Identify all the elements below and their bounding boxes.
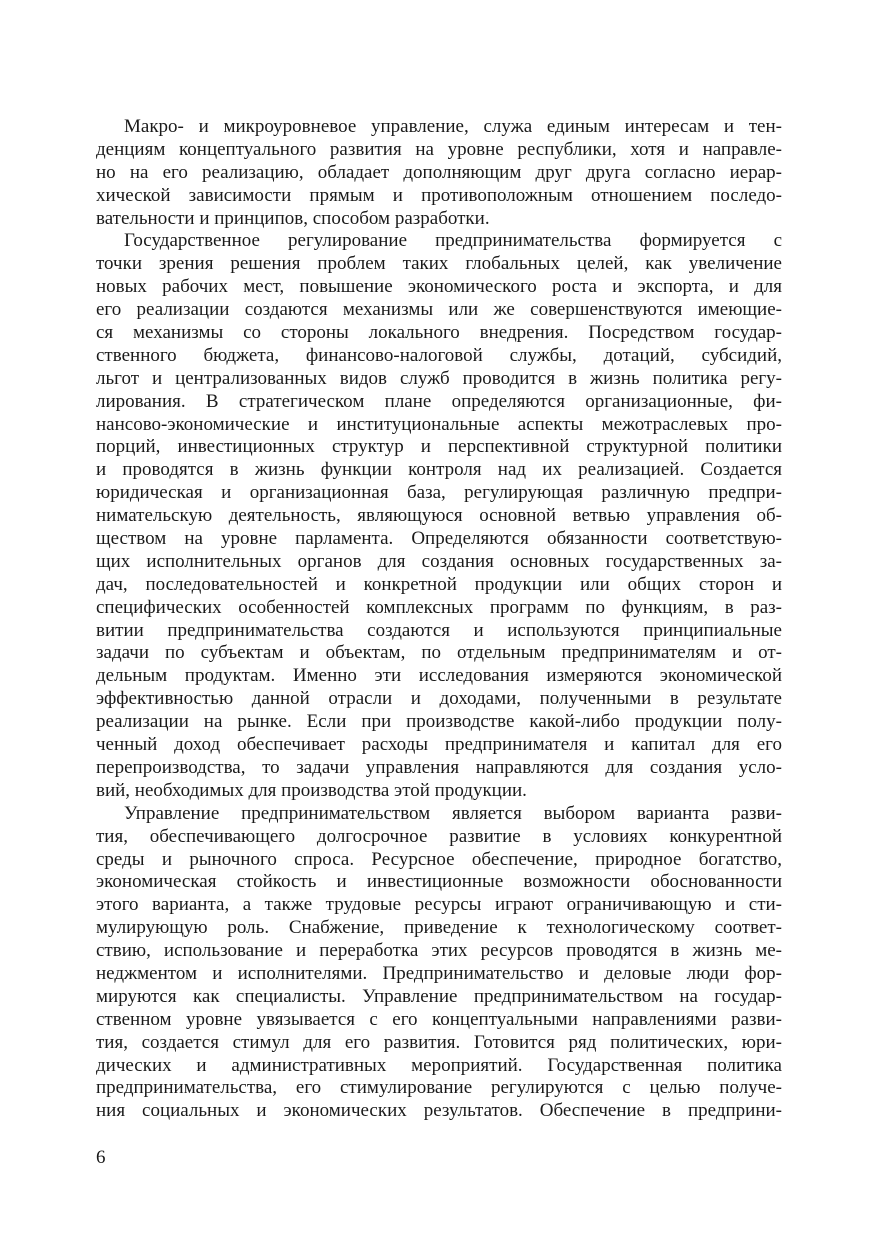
text-line: ществом на уровне парламента. Определяются обязанности соответствую- (96, 528, 782, 550)
text-line: мируются как специалисты. Управление предпринимательством на государ- (96, 985, 782, 1007)
text-line: юридическая и организационная база, регулирующая различную предпри- (96, 482, 782, 504)
text-line: льгот и централизованных видов служб проводится в жизнь политика регу- (96, 367, 782, 389)
text-line: тия, создается стимул для его развития. Готовится ряд политических, юри- (96, 1031, 782, 1053)
text-line: но на его реализацию, обладает дополняющим друг друга согласно иерар- (96, 161, 782, 183)
paragraph (96, 803, 782, 1123)
text-line: вий, необходимых для производства этой продукции. (96, 779, 527, 801)
text-line: тия, обеспечивающего долгосрочное развитие в условиях конкурентной (96, 825, 782, 847)
text-line: нимательскую деятельность, являющуюся основной ветвью управления об- (96, 505, 782, 527)
text-line: мулирующую роль. Снабжение, приведение к технологическому соответ- (96, 917, 782, 939)
text-line: дельным продуктам. Именно эти исследования измеряются экономической (96, 665, 782, 687)
text-line: ствию, использование и переработка этих ресурсов проводятся в жизнь ме- (96, 940, 782, 962)
text-line: экономическая стойкость и инвестиционные возможности обоснованности (96, 871, 782, 893)
text-line: вательности и принципов, способом разработки. (96, 207, 490, 229)
text-line: щих исполнительных органов для создания основных государственных за- (96, 550, 782, 572)
text-line: хической зависимости прямым и противоположным отношением последо- (96, 184, 782, 206)
text-line: ся механизмы со стороны локального внедрения. Посредством государ- (96, 322, 782, 344)
text-line: витии предпринимательства создаются и используются принципиальные (96, 619, 782, 641)
text-line: и проводятся в жизнь функции контроля над их реализацией. Создается (96, 459, 782, 481)
text-line: новых рабочих мест, повышение экономического роста и экспорта, и для (96, 276, 782, 298)
text-line: нансово-экономические и институциональные аспекты межотраслевых про- (96, 413, 782, 435)
text-line: Макро- и микроуровневое управление, служа единым интересам и тен- (124, 116, 782, 137)
text-line: предпринимательства, его стимулирование регулируются с целью получе- (96, 1077, 782, 1099)
text-line: ственном уровне увязывается с его концептуальными направлениями разви- (96, 1008, 782, 1030)
text-line: ния социальных и экономических результатов. Обеспечение в предприни- (96, 1100, 782, 1122)
text-line: Государственное регулирование предпринимательства формируется с (124, 230, 782, 252)
text-line: Управление предпринимательством является выбором варианта разви- (124, 802, 782, 824)
text-line: точки зрения решения проблем таких глобальных целей, как увеличение (96, 253, 782, 275)
text-line: эффективностью данной отрасли и доходами, полученными в результате (96, 688, 782, 710)
text-line: специфических особенностей комплексных программ по функциям, в раз- (96, 596, 782, 618)
page-body (96, 116, 782, 1123)
text-line: задачи по субъектам и объектам, по отдельным предпринимателям и от- (96, 642, 782, 664)
text-line: этого варианта, а также трудовые ресурсы играют ограничивающую и сти- (96, 894, 782, 916)
text-line: дач, последовательностей и конкретной продукции или общих сторон и (96, 573, 782, 595)
text-line: порций, инвестиционных структур и перспективной структурной политики (96, 436, 782, 458)
paragraph (96, 116, 782, 230)
text-line: неджментом и исполнителями. Предпринимательство и деловые люди фор- (96, 962, 782, 984)
text-line: среды и рыночного спроса. Ресурсное обеспечение, природное богатство, (96, 848, 782, 870)
text-line: перепроизводства, то задачи управления направляются для создания усло- (96, 756, 782, 778)
text-line: его реализации создаются механизмы или же совершенствуются имеющие- (96, 299, 782, 321)
paragraph-container (96, 116, 782, 1123)
paragraph (96, 230, 782, 802)
text-line: ченный доход обеспечивает расходы предпринимателя и капитал для его (96, 734, 782, 756)
text-line: лирования. В стратегическом плане определяются организационные, фи- (96, 390, 782, 412)
text-line: реализации на рынке. Если при производстве какой-либо продукции полу- (96, 711, 782, 733)
text-line: дических и административных мероприятий. Государственная политика (96, 1054, 782, 1076)
page-number: 6 (96, 1147, 106, 1168)
text-line: ственного бюджета, финансово-налоговой службы, дотаций, субсидий, (96, 344, 782, 366)
text-line: денциям концептуального развития на уровне республики, хотя и направле- (96, 138, 782, 160)
